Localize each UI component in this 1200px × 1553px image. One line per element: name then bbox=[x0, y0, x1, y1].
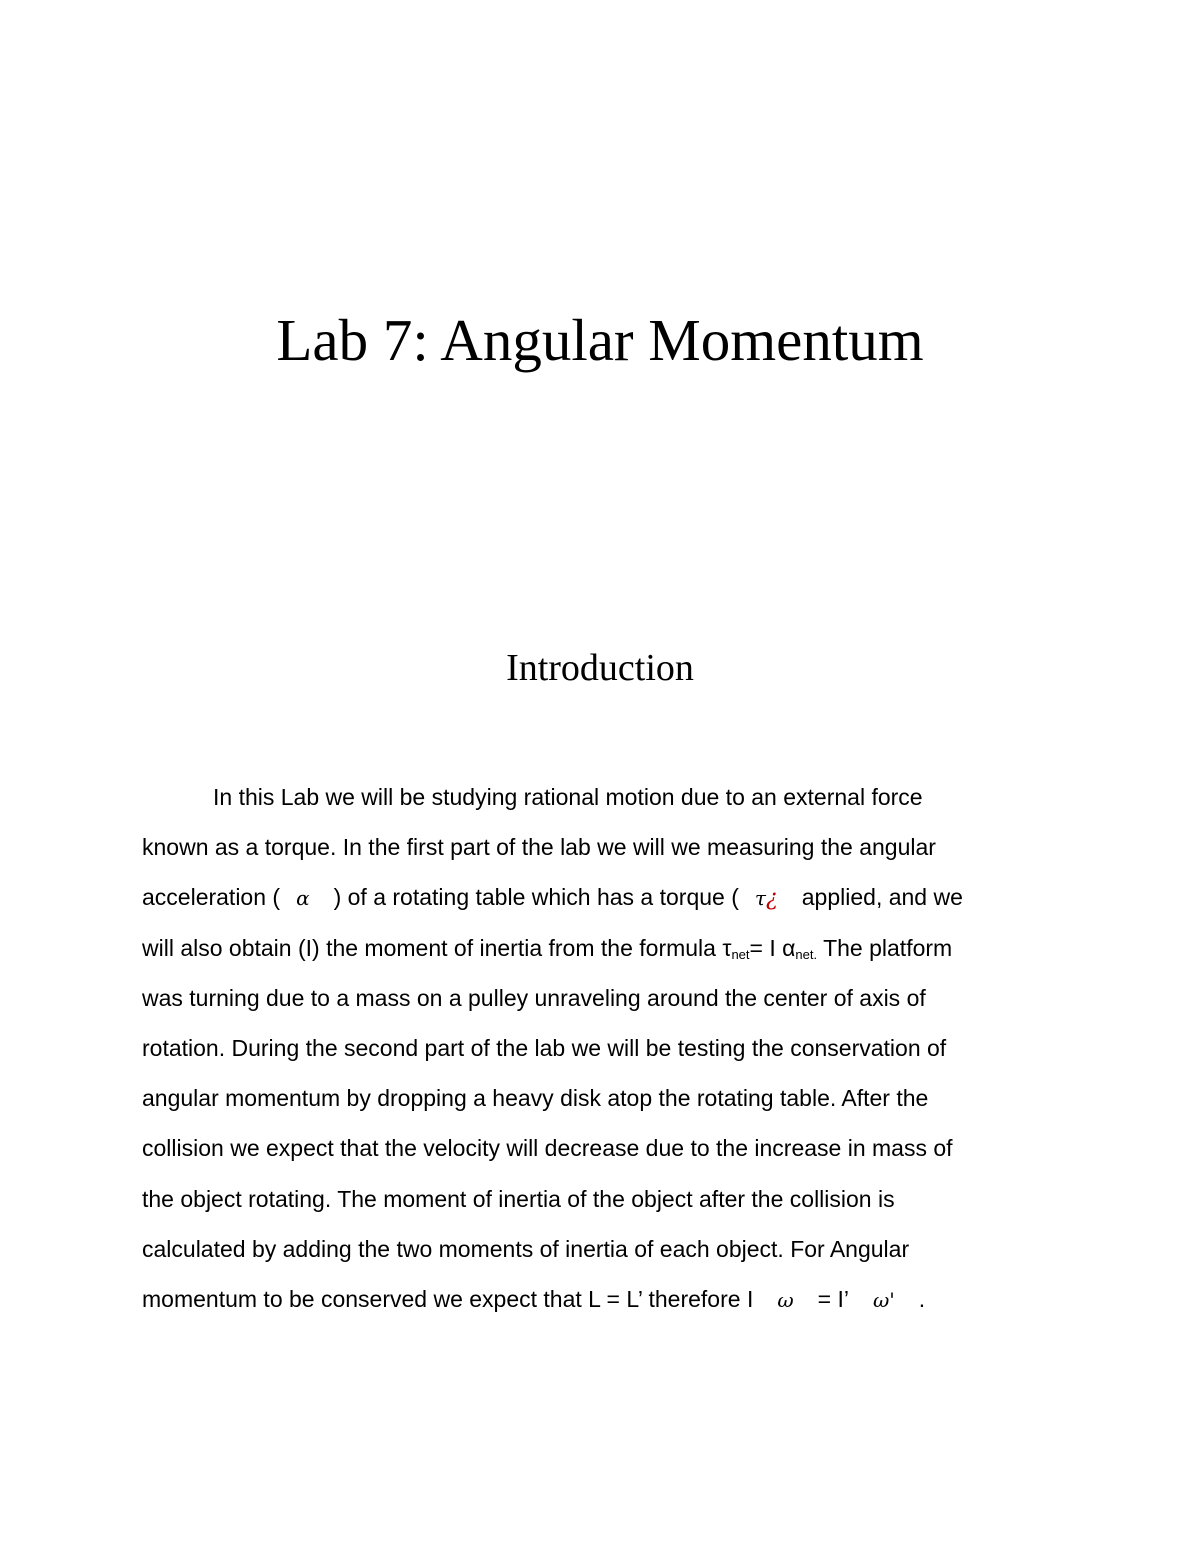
text-run: acceleration ( bbox=[142, 884, 281, 911]
text-run: ) of a rotating table which has a torque ( bbox=[333, 884, 739, 911]
text-run: applied, and we bbox=[801, 884, 963, 911]
text-run: will also obtain (I) the moment of inertia from the formula τ bbox=[142, 934, 732, 961]
text-run: = I’ bbox=[817, 1285, 849, 1312]
text-run: = I α bbox=[749, 934, 796, 961]
document-title: Lab 7: Angular Momentum bbox=[276, 307, 924, 373]
omega-prime-symbol: ω' bbox=[872, 1287, 895, 1312]
omega-symbol: ω bbox=[777, 1287, 794, 1312]
paragraph-line bbox=[142, 923, 1057, 973]
text-run: The platform bbox=[817, 934, 953, 961]
paragraph-line: collision we expect that the velocity will decrease due to the increase in mass of bbox=[142, 1135, 953, 1162]
subscript-net: net. bbox=[795, 946, 818, 962]
paragraph-line: the object rotating. The moment of inertia of the object after the collision is bbox=[142, 1185, 895, 1212]
paragraph-line bbox=[142, 872, 1057, 922]
alpha-symbol: α bbox=[296, 886, 310, 911]
paragraph-line: angular momentum by dropping a heavy disk atop the rotating table. After the bbox=[142, 1085, 929, 1112]
paragraph-line: In this Lab we will be studying rational motion due to an external force bbox=[213, 784, 923, 810]
section-heading: Introduction bbox=[506, 647, 694, 689]
inverted-question-mark-symbol: ¿ bbox=[765, 886, 778, 912]
tau-symbol: τ bbox=[754, 886, 766, 911]
paragraph-line: calculated by adding the two moments of inertia of each object. For Angular bbox=[142, 1235, 910, 1262]
subscript-net: net bbox=[731, 946, 750, 962]
introduction-paragraph bbox=[142, 772, 1057, 1324]
paragraph-line: rotation. During the second part of the lab we will be testing the conservation of bbox=[142, 1034, 947, 1061]
paragraph-line: known as a torque. In the first part of the lab we will we measuring the angular bbox=[142, 834, 936, 861]
paragraph-line bbox=[142, 1274, 1057, 1324]
text-run: momentum to be conserved we expect that L = L’ therefore I bbox=[142, 1285, 754, 1312]
paragraph-line: was turning due to a mass on a pulley unraveling around the center of axis of bbox=[142, 984, 926, 1011]
text-run: . bbox=[918, 1285, 926, 1312]
